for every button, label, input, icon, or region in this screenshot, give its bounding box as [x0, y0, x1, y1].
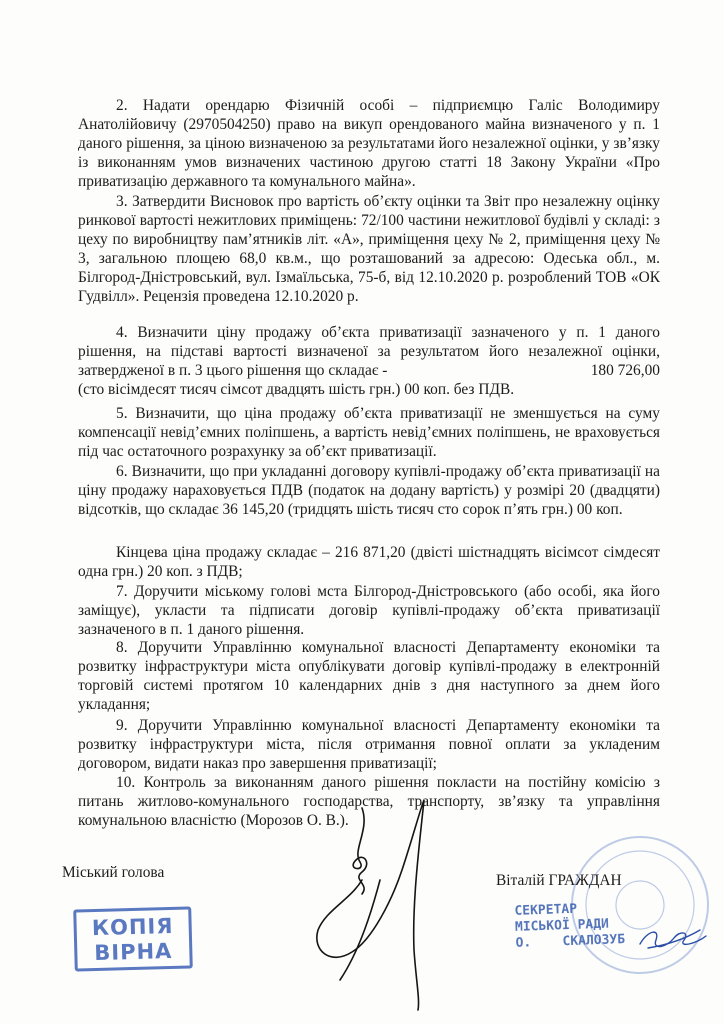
paragraph-2: 2. Надати орендарю Фізичній особі – підприємцю Галіс Володимиру Анатолійовичу (2970504250) право на викуп орендованого майна визначеного у п. 1 даного рішення, за ціною визначеною за результатами його незалежної оцінки, у зв’язку із виконанням умов визначених частиною другою статті 18 Закону України «Про приватизацію державного та комунального майна».: [78, 97, 660, 190]
paragraph-10: 10. Контроль за виконанням даного рішення покласти на постійну комісію з питань житлово-комунального господарства, транспорту, зв’язку та управління комунальною власністю (Морозов О. В.).: [78, 774, 660, 829]
signatory-position: Міський голова: [62, 864, 165, 881]
copy-stamp-line1: КОПІЯ: [91, 913, 174, 941]
paragraph-4: [78, 323, 660, 399]
paragraph-6: 6. Визначити, що при укладанні договору купівлі-продажу об’єкта приватизації на ціну продажу нараховується ПДВ (податок на додану вартість) у розмірі 20 (двадцяти) відсотків, що складає 36 145,20 (тридцять шість тисяч сто сорок п’ять грн.) 00 коп.: [78, 463, 660, 518]
secretary-stamp-line3: О. СКАЛОЗУБ: [515, 932, 626, 951]
paragraph-8: 8. Доручити Управлінню комунальної власності Департаменту економіки та розвитку інфраструктури міста опублікувати договір купівлі-продажу в електронній торговій системі протягом 10 календарних днів з дня наступного за днем його укладання;: [78, 639, 660, 713]
secretary-signature-icon: [640, 930, 706, 948]
paragraph-3: 3. Затвердити Висновок про вартість об’єкту оцінки та Звіт про незалежну оцінку ринкової вартості нежитлових приміщень: 72/100 частини нежитлової будівлі у складі: з цеху по виробництву пам’ятників літ. «А», приміщення цеху № 2, приміщення цеху № 3, загальною площею 68,0 кв.м., що розташований за адресою: Одеська обл., м. Білгород-Дністровський, вул. Ізмаїльська, 75-б, від 12.10.2020 р. розроблений ТОВ «ОК Гудвілл». Рецензія проведена 12.10.2020 р.: [78, 193, 660, 305]
paragraph-4-words: (сто вісімдесят тисяч сімсот двадцять шість грн.) 00 коп. без ПДВ.: [78, 381, 515, 398]
paragraph-9: 9. Доручити Управлінню комунальної власності Департаменту економіки та розвитку інфраструктури міста, після отримання повної оплати за укладеним договором, видати наказ про завершення приватизації;: [78, 717, 660, 772]
paragraph-4-amount: 180 726,00: [590, 362, 660, 379]
secretary-stamp-line2: МІСЬКОЇ РАДИ: [514, 916, 610, 935]
final-price-paragraph: Кінцева ціна продажу складає – 216 871,20 (двісті шістнадцять вісімсот сімдесят одна грн.) 20 коп. з ПДВ;: [78, 544, 660, 580]
paragraph-5: 5. Визначити, що ціна продажу об’єкта приватизації не зменшується на суму компенсації невід’ємних поліпшень, а вартість невід’ємних поліпшень, не враховується під час остаточного розрахунку за об’єкт приватизації.: [78, 405, 660, 460]
paragraph-4-text: 4. Визначити ціну продажу об’єкта приватизації зазначеного у п. 1 даного рішення, на підставі вартості визначеної за результатом його незалежної оцінки, затвердженої в п. 3 цього рішення що складає -: [78, 324, 660, 379]
secretary-stamp: [514, 900, 625, 952]
copy-certified-stamp: [73, 906, 193, 971]
secretary-stamp-line1: СЕКРЕТАР: [514, 901, 578, 919]
copy-stamp-line2: ВІРНА: [94, 938, 173, 966]
paragraph-7: 7. Доручити міському голові мста Білгород-Дністровського (або особі, яка його заміщує), укласти та підписати договір купівлі-продажу об’єкта приватизації зазначеного в п. 1 даного рішення.: [78, 583, 660, 638]
mayor-signature-icon: [317, 800, 424, 1010]
signatory-name: Віталій ГРАЖДАН: [496, 872, 622, 889]
